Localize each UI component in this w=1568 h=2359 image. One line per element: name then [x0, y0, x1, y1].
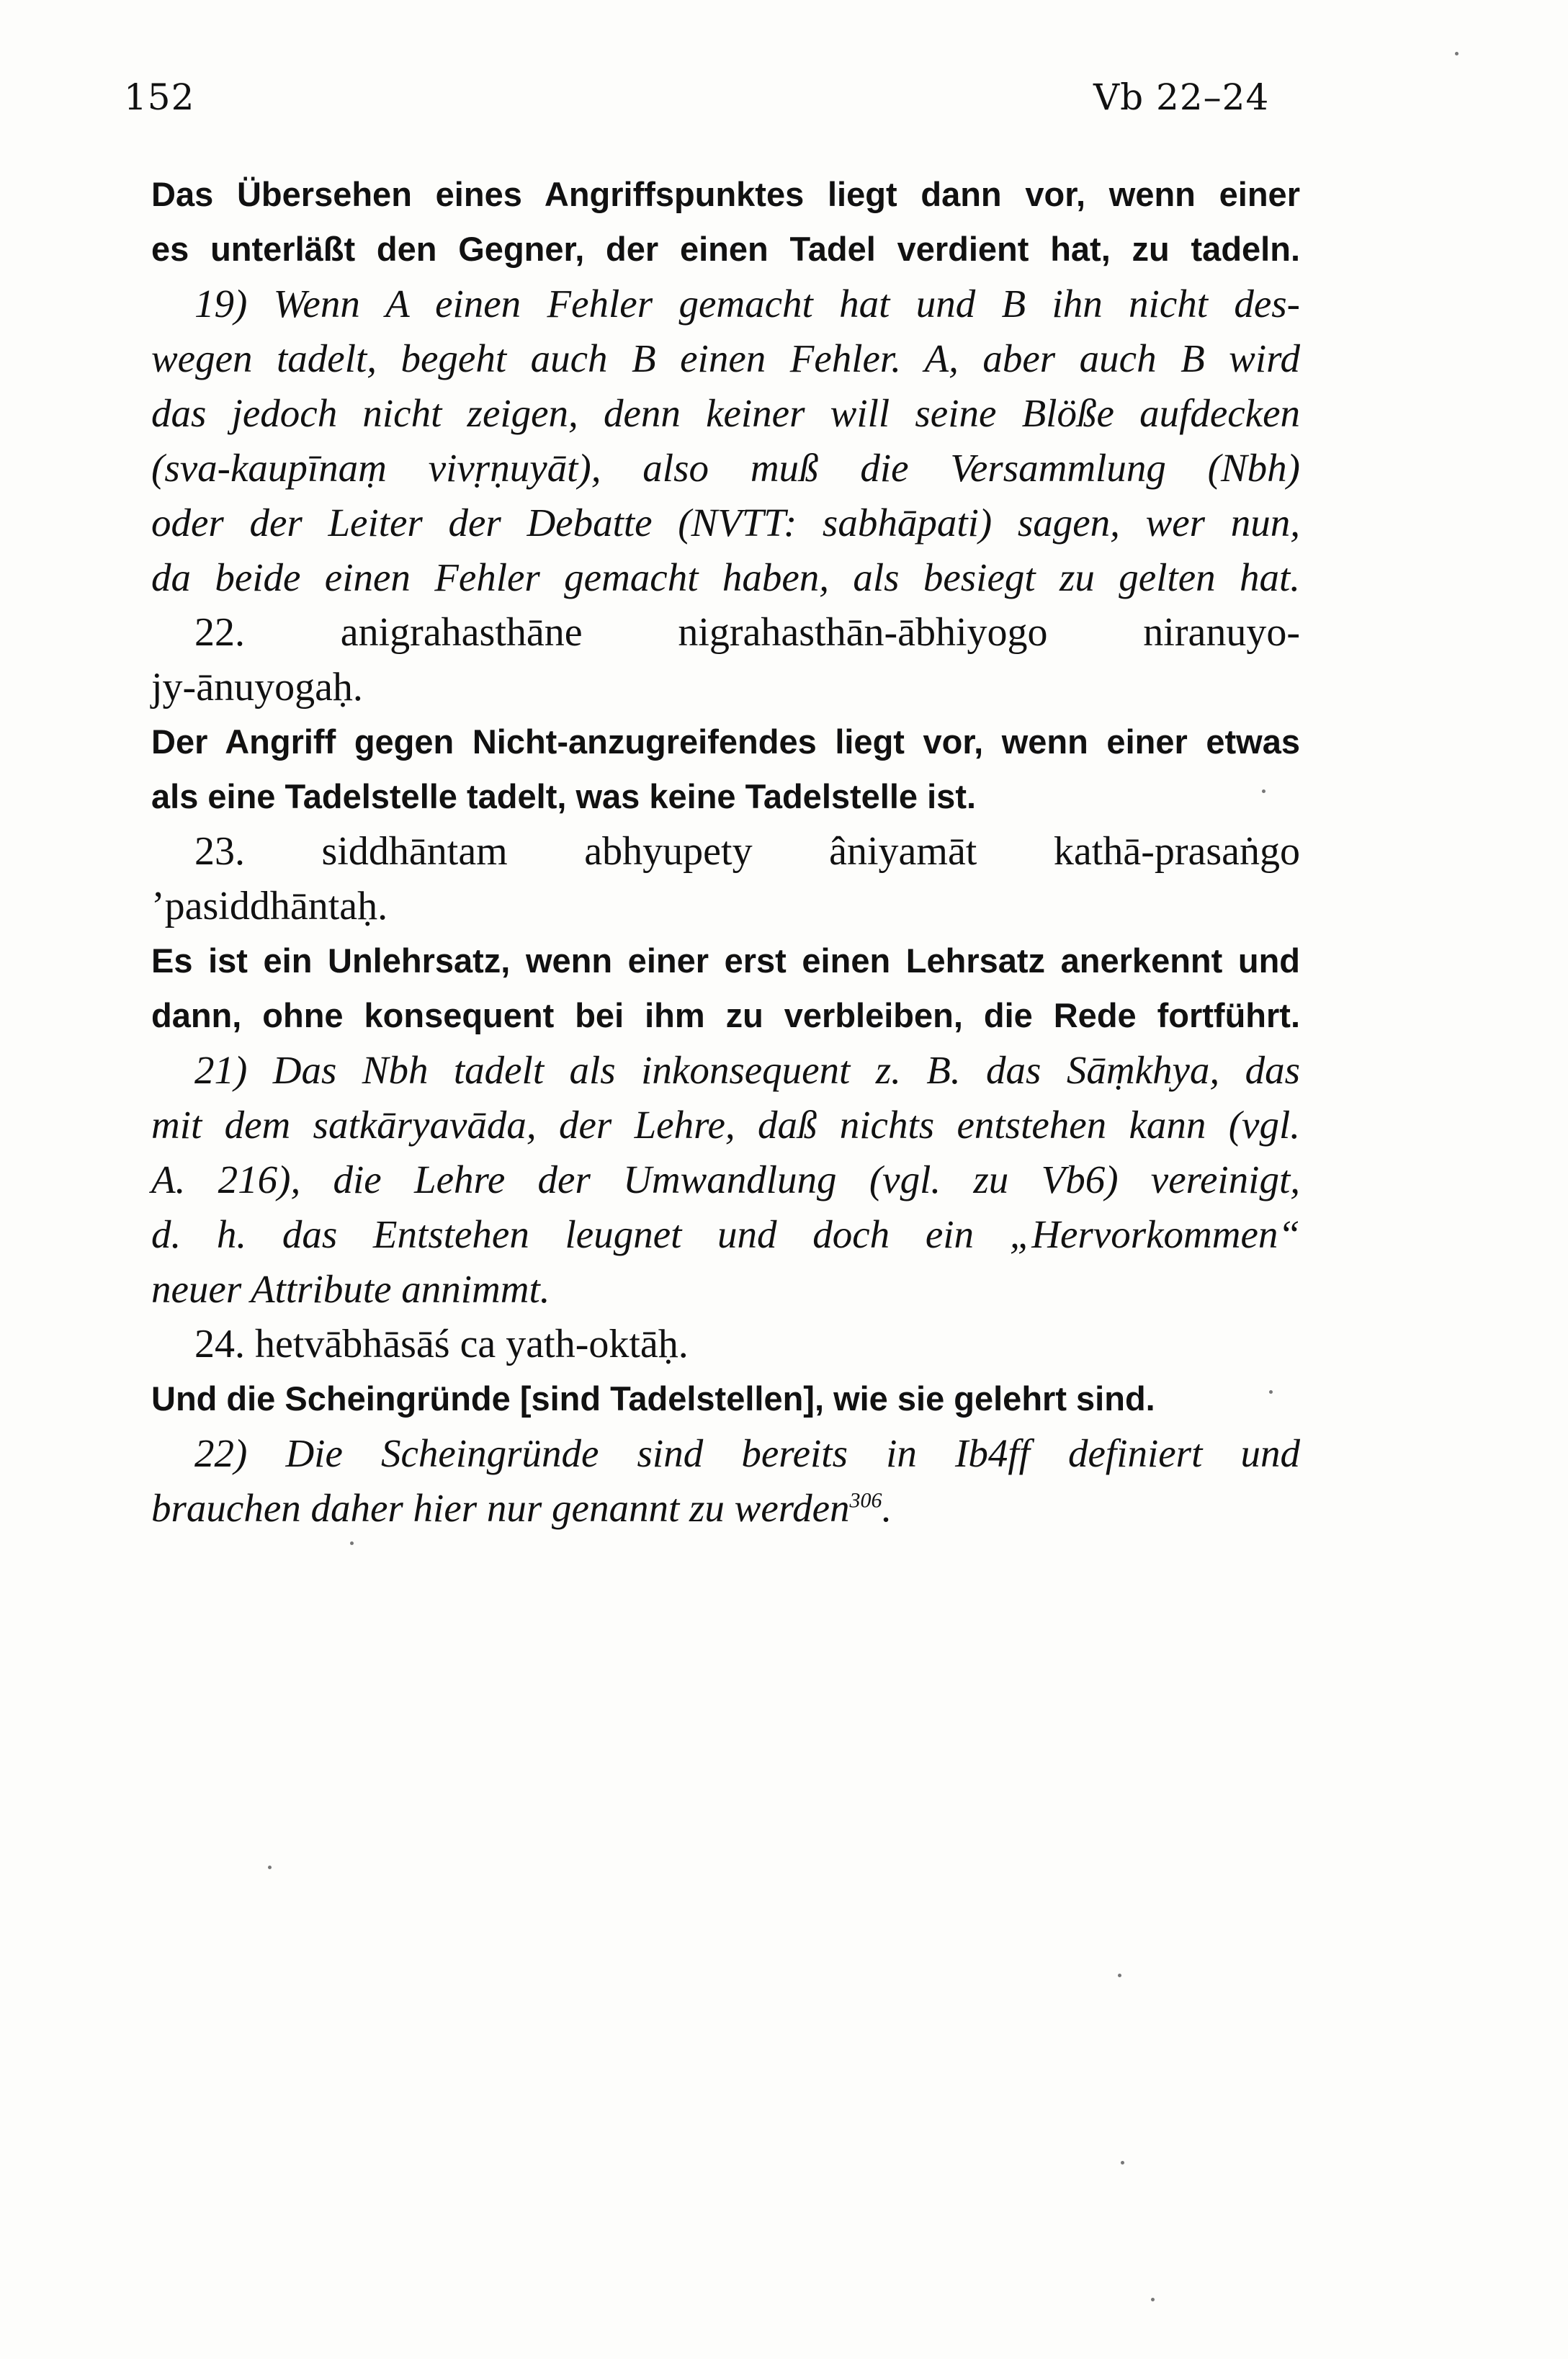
scan-speck	[1121, 2161, 1124, 2165]
scan-speck	[268, 1866, 272, 1869]
commentary-line: 21) Das Nbh tadelt als inkonsequent z. B. das Sāṃkhya, das	[194, 1048, 1300, 1092]
commentary-line: A. 216), die Lehre der Umwandlung (vgl. zu Vb6) vereinigt,	[151, 1158, 1300, 1201]
page-number: 152	[124, 76, 195, 118]
commentary-line: 19) Wenn A einen Fehler gemacht hat und B ihn nicht des-	[194, 282, 1300, 326]
commentary-line: das jedoch nicht zeigen, denn keiner will seine Blöße aufdecken	[151, 391, 1300, 435]
period: .	[882, 1486, 892, 1530]
translation-line: dann, ohne konsequent bei ihm zu verbleiben, die Rede fortführt.	[151, 996, 1300, 1034]
translation-line: als eine Tadelstelle tadelt, was keine Tadelstelle ist.	[151, 777, 977, 815]
sutra-line: 22. anigrahasthāne nigrahasthān-ābhiyogo niranuyo-	[194, 610, 1300, 655]
commentary-line: mit dem satkāryavāda, der Lehre, daß nichts entstehen kann (vgl.	[151, 1103, 1300, 1147]
commentary-line	[151, 1481, 1300, 1536]
commentary-text: brauchen daher hier nur genannt zu werden	[151, 1486, 850, 1530]
scan-speck	[350, 1541, 354, 1545]
commentary-line: (sva-kaupīnaṃ vivṛṇuyāt), also muß die Versammlung (Nbh)	[151, 446, 1300, 490]
translation-line: Es ist ein Unlehrsatz, wenn einer erst einen Lehrsatz anerkennt und	[151, 941, 1300, 980]
sutra-line: ’pasiddhāntaḥ.	[151, 884, 388, 928]
footnote-marker: 306	[849, 1488, 882, 1513]
commentary-line: neuer Attribute annimmt.	[151, 1267, 550, 1311]
commentary-line: oder der Leiter der Debatte (NVTT: sabhāpati) sagen, wer nun,	[151, 501, 1300, 545]
scan-speck	[1118, 1974, 1121, 1977]
translation-line: es unterläßt den Gegner, der einen Tadel verdient hat, zu tadeln.	[151, 230, 1300, 268]
commentary-line: 22) Die Scheingründe sind bereits in Ib4ff definiert und	[194, 1431, 1300, 1475]
translation-line: Der Angriff gegen Nicht-anzugreifendes liegt vor, wenn einer etwas	[151, 722, 1300, 761]
sutra-line: 23. siddhāntam abhyupety âniyamāt kathā-prasaṅgo	[194, 829, 1300, 874]
sutra-line: jy-ānuyogaḥ.	[151, 665, 363, 710]
commentary-line: d. h. das Entstehen leugnet und doch ein „Hervorkommen“	[151, 1212, 1300, 1256]
translation-line: Und die Scheingründe [sind Tadelstellen], wie sie gelehrt sind.	[151, 1379, 1155, 1418]
section-reference: Vb 22–24	[1093, 76, 1270, 118]
translation-line: Das Übersehen eines Angriffspunktes liegt dann vor, wenn einer	[151, 175, 1300, 213]
scan-speck	[1151, 2298, 1155, 2301]
commentary-line: wegen tadelt, begeht auch B einen Fehler. A, aber auch B wird	[151, 336, 1300, 380]
scan-speck	[1455, 52, 1459, 55]
scan-speck	[1262, 789, 1265, 793]
sutra-line: 24. hetvābhāsāś ca yath-oktāḥ.	[194, 1322, 689, 1366]
scan-speck	[1269, 1390, 1273, 1394]
commentary-line: da beide einen Fehler gemacht haben, als besiegt zu gelten hat.	[151, 555, 1300, 599]
